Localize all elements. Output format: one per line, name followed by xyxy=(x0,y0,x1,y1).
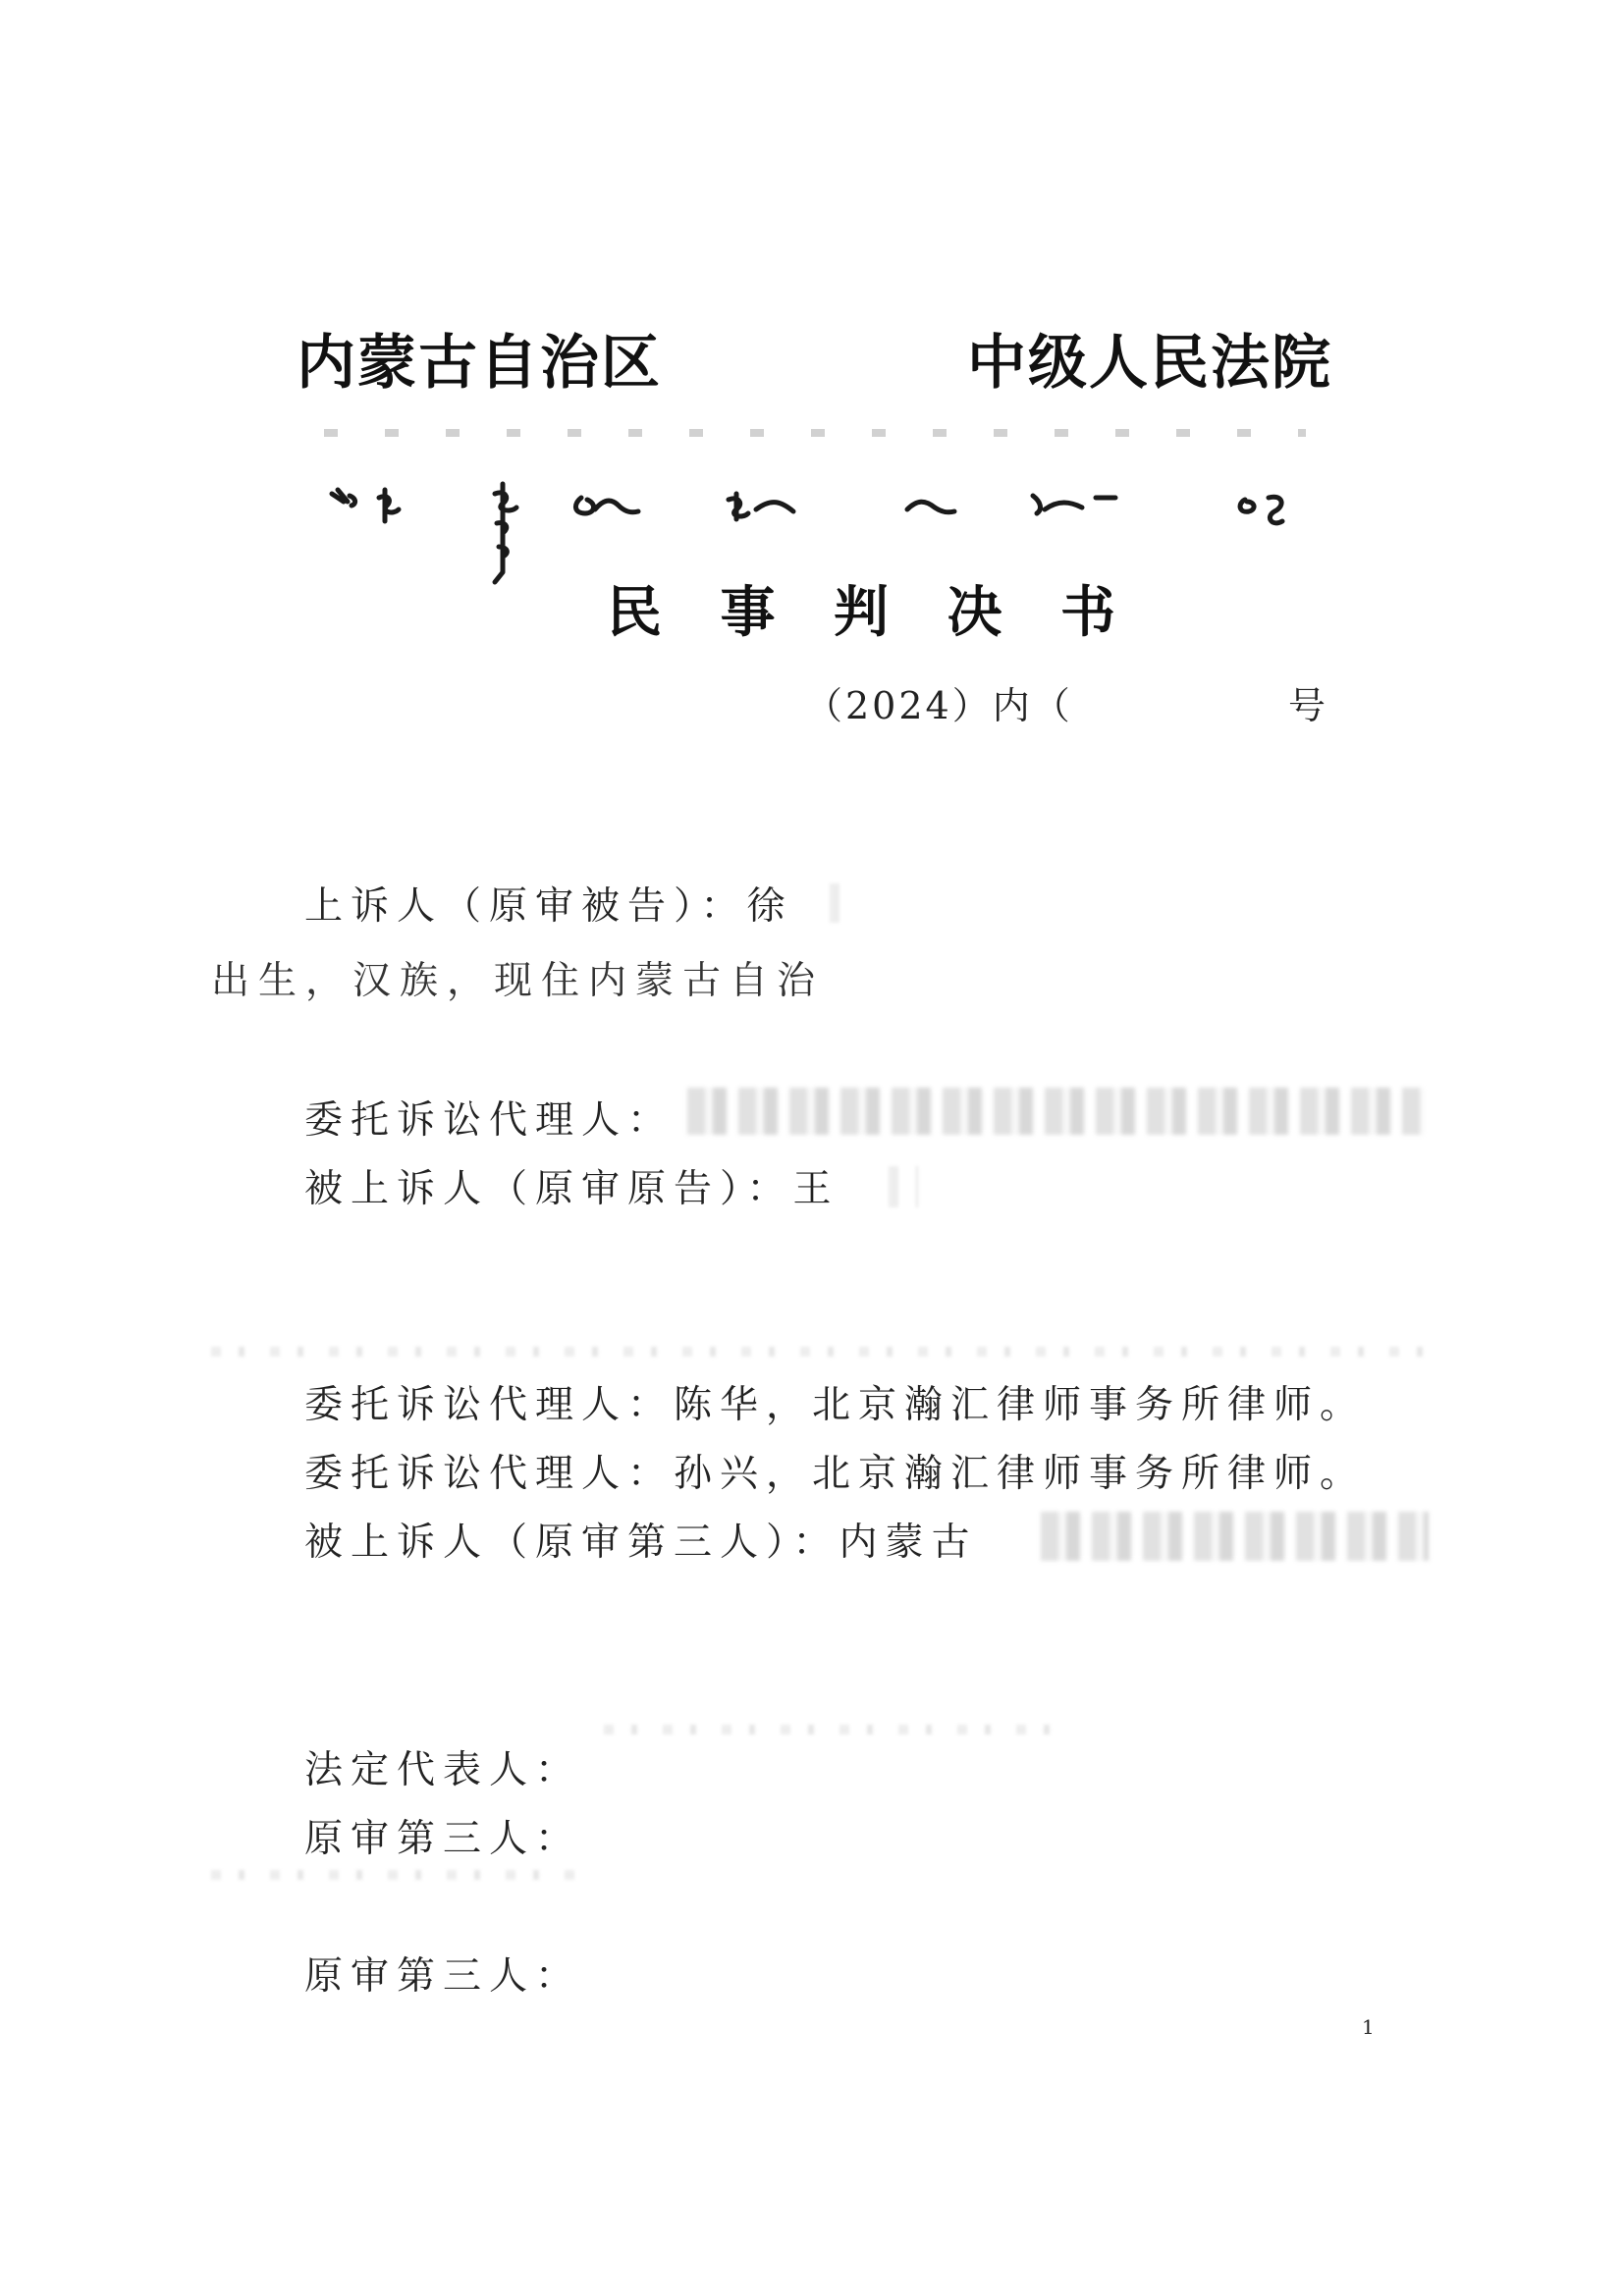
court-name-right: 中级人民法院 xyxy=(967,329,1332,398)
appellant-line: 上诉人（原审被告）：徐 xyxy=(304,884,793,929)
original-third-party-line-2: 原审第三人： xyxy=(304,1954,582,1999)
case-number-prefix: （2024）内（ xyxy=(805,684,1073,727)
original-third-party-line-1: 原审第三人： xyxy=(304,1817,582,1861)
redaction-block xyxy=(1041,1512,1429,1561)
redaction-strip xyxy=(211,1870,584,1880)
appellant-agent-line: 委托诉讼代理人： xyxy=(304,1098,675,1143)
redaction-strip xyxy=(604,1725,1075,1735)
court-name-left: 内蒙古自治区 xyxy=(297,329,662,398)
redaction-strip xyxy=(211,1347,1434,1357)
redaction-block xyxy=(889,1166,918,1207)
appellee-line: 被上诉人（原审原告）：王 xyxy=(304,1167,839,1211)
appellee-agent-line-1: 委托诉讼代理人：陈华，北京瀚汇律师事务所律师。 xyxy=(304,1383,1367,1427)
case-number-suffix: 号 xyxy=(1288,684,1326,727)
third-party-appellee-line: 被上诉人（原审第三人）：内蒙古 xyxy=(304,1521,978,1565)
appellee-agent-line-2: 委托诉讼代理人：孙兴，北京瀚汇律师事务所律师。 xyxy=(304,1452,1367,1496)
redaction-block xyxy=(687,1088,1424,1135)
redaction-block xyxy=(830,883,849,923)
redacted-header-strip xyxy=(324,429,1306,437)
appellant-detail-line: 出生，汉族，现住内蒙古自治 xyxy=(211,959,825,1003)
legal-representative-line: 法定代表人： xyxy=(304,1748,582,1792)
page-number: 1 xyxy=(1362,2015,1375,2039)
document-title: 民 事 判 决 书 xyxy=(607,580,1135,645)
